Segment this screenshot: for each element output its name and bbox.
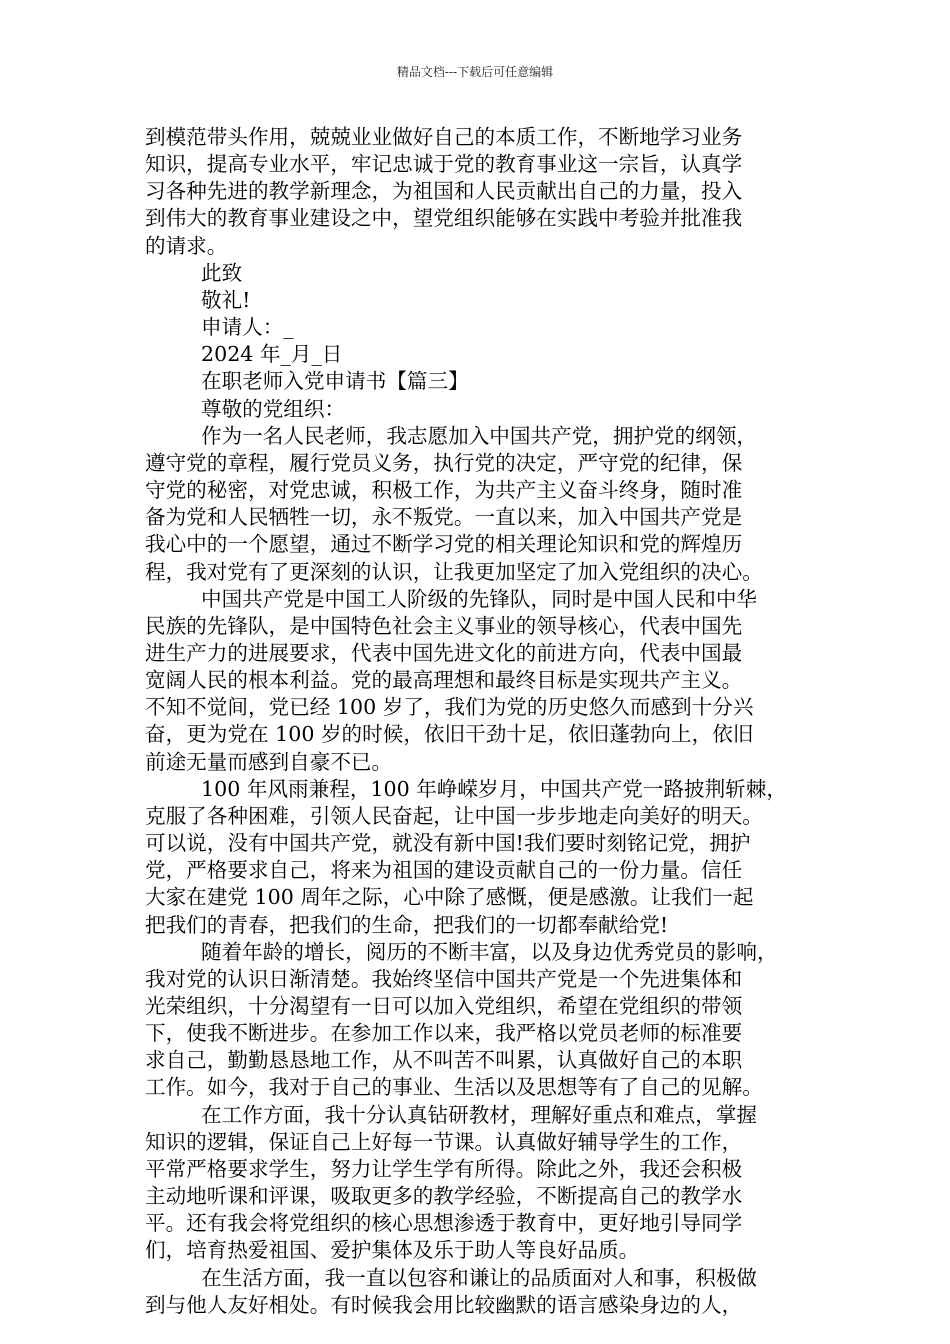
text-line: 知识，提高专业水平，牢记忠诚于党的教育事业这一宗旨，认真学	[145, 152, 743, 177]
text-line: 程，我对党有了更深刻的认识，让我更加坚定了加入党组织的决心。	[145, 559, 763, 584]
text-line: 到模范带头作用，兢兢业业做好自己的本质工作，不断地学习业务	[145, 125, 743, 149]
page-header: 精品文档---下载后可任意编辑	[396, 65, 554, 79]
text-line: 100 年风雨兼程，100 年峥嵘岁月，中国共产党一路披荆斩棘，	[201, 776, 787, 801]
text-line: 此致	[201, 260, 243, 285]
text-line: 知识的逻辑，保证自己上好每一节课。认真做好辅导学生的工作，	[145, 1129, 743, 1154]
text-line: 2024 年_月_日	[201, 342, 343, 367]
text-line: 进生产力的进展要求，代表中国先进文化的前进方向，代表中国最	[145, 640, 743, 665]
text-line: 工作。如今，我对于自己的事业、生活以及思想等有了自己的见解。	[145, 1075, 763, 1100]
text-line: 习各种先进的教学新理念，为祖国和人民贡献出自己的力量，投入	[145, 179, 743, 204]
text-line: 我心中的一个愿望，通过不断学习党的相关理论知识和党的辉煌历	[145, 532, 743, 557]
text-line: 平。还有我会将党组织的核心思想渗透于教育中，更好地引导同学	[145, 1211, 743, 1236]
text-line: 们，培育热爱祖国、爱护集体及乐于助人等良好品质。	[145, 1238, 640, 1263]
text-line: 在工作方面，我十分认真钻研教材，理解好重点和难点，掌握	[201, 1102, 758, 1127]
text-line: 的请求。	[145, 233, 228, 258]
text-line: 大家在建党 100 周年之际，心中除了感慨，便是感激。让我们一起	[145, 885, 754, 910]
text-line: 不知不觉间，党已经 100 岁了，我们为党的历史悠久而感到十分兴	[145, 695, 754, 720]
text-line: 党，严格要求自己，将来为祖国的建设贡献自己的一份力量。信任	[145, 858, 743, 883]
text-line: 在职老师入党申请书【篇三】	[201, 369, 469, 394]
text-line: 申请人：_	[201, 315, 294, 340]
text-line: 求自己，勤勤恳恳地工作，从不叫苦不叫累，认真做好自己的本职	[145, 1048, 743, 1073]
text-line: 平常严格要求学生，努力让学生学有所得。除此之外，我还会积极	[145, 1156, 743, 1181]
text-line: 主动地听课和评课，吸取更多的教学经验，不断提高自己的教学水	[145, 1184, 743, 1209]
document-body	[145, 124, 810, 1319]
text-line: 奋，更为党在 100 岁的时候，依旧干劲十足，依旧蓬勃向上，依旧	[145, 722, 754, 747]
text-line: 守党的秘密，对党忠诚，积极工作，为共产主义奋斗终身，随时准	[145, 478, 743, 503]
text-line: 随着年龄的增长，阅历的不断丰富，以及身边优秀党员的影响，	[201, 939, 778, 964]
text-line: 可以说，没有中国共产党，就没有新中国!我们要时刻铭记党，拥护	[145, 831, 751, 856]
text-line: 我对党的认识日渐清楚。我始终坚信中国共产党是一个先进集体和	[145, 966, 743, 991]
text-line: 下，使我不断进步。在参加工作以来，我严格以党员老师的标准要	[145, 1021, 743, 1046]
text-line: 敬礼!	[201, 287, 251, 312]
text-line: 到与他人友好相处。有时候我会用比较幽默的语言感染身边的人，	[145, 1292, 743, 1317]
text-line: 宽阔人民的根本利益。党的最高理想和最终目标是实现共产主义。	[145, 668, 743, 693]
text-line: 克服了各种困难，引领人民奋起，让中国一步步地走向美好的明天。	[145, 803, 763, 828]
text-line: 民族的先锋队，是中国特色社会主义事业的领导核心，代表中国先	[145, 613, 743, 638]
text-line: 把我们的青春，把我们的生命，把我们的一切都奉献给党!	[145, 912, 669, 937]
text-line: 遵守党的章程，履行党员义务，执行党的决定，严守党的纪律，保	[145, 450, 743, 475]
text-line: 光荣组织，十分渴望有一日可以加入党组织，希望在党组织的带领	[145, 994, 743, 1018]
text-line: 尊敬的党组织：	[201, 396, 346, 421]
text-line: 备为党和人民牺牲一切，永不叛党。一直以来，加入中国共产党是	[145, 505, 743, 530]
text-line: 到伟大的教育事业建设之中，望党组织能够在实践中考验并批准我	[145, 206, 743, 231]
text-line: 中国共产党是中国工人阶级的先锋队，同时是中国人民和中华	[201, 586, 758, 611]
text-line: 前途无量而感到自豪不已。	[145, 749, 393, 774]
text-line: 在生活方面，我一直以包容和谦让的品质面对人和事，积极做	[201, 1265, 758, 1290]
text-line: 作为一名人民老师，我志愿加入中国共产党，拥护党的纲领，	[201, 423, 758, 448]
